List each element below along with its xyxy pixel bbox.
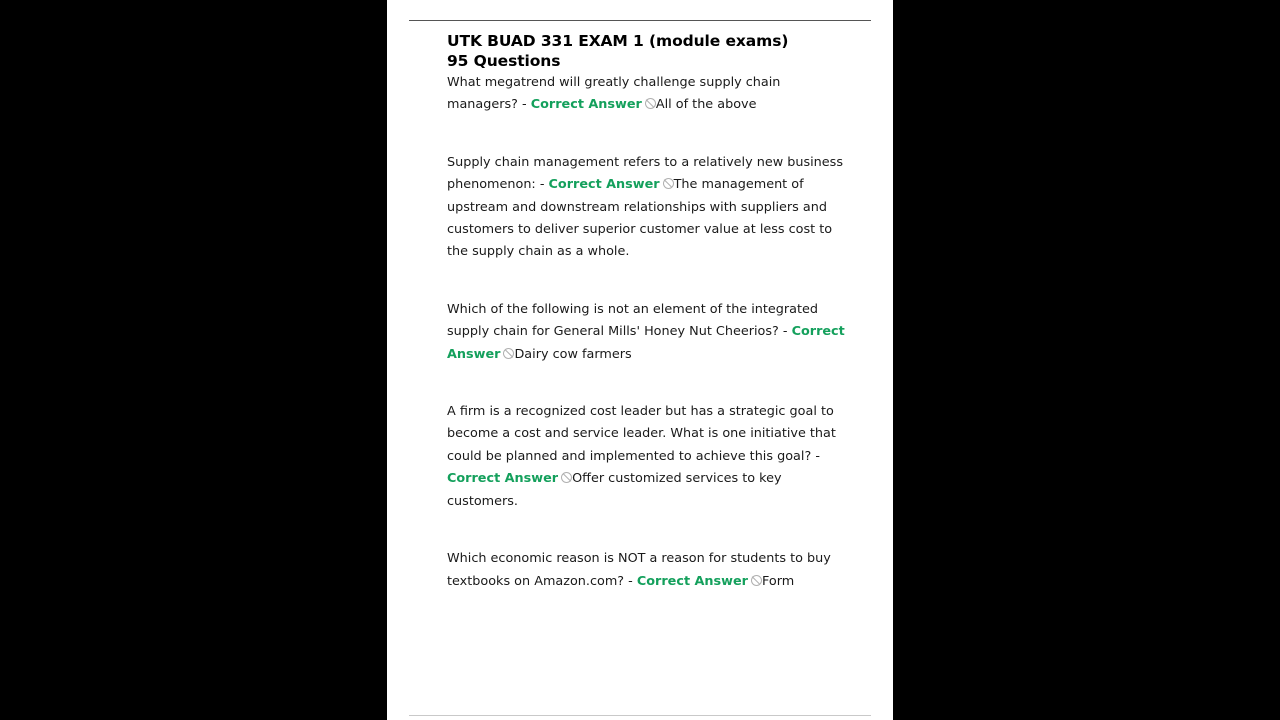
correct-answer-label: Correct Answer (548, 177, 660, 193)
question-text: Which of the following is not an element of the integrated supply chain for General Mills' Honey Nut Cheerios? (447, 301, 819, 340)
question-text: Which economic reason is NOT a reason for students to buy textbooks on Amazon.com? (447, 551, 831, 589)
document-page (387, 0, 893, 720)
circle-slash-icon (663, 178, 674, 189)
correct-answer-label: Correct Answer (636, 573, 748, 589)
document-content (447, 31, 847, 593)
question-answer-item (447, 548, 847, 593)
circle-slash-icon (561, 472, 572, 483)
answer-text: Offer customized services to key customers. (447, 471, 782, 509)
question-answer-separator: - (624, 573, 637, 589)
question-answer-separator: - (535, 177, 549, 193)
question-answer-item (447, 299, 847, 366)
correct-answer-label: Correct Answer (447, 324, 845, 362)
page-bottom-rule (409, 715, 871, 716)
question-text: A firm is a recognized cost leader but has a strategic goal to become a cost and service leader. What is one initiative that could be planned and implemented to achieve this goal? (447, 404, 836, 464)
answer-text: The management of upstream and downstream relationships with suppliers and customers to deliver superior customer value at less cost to the supply chain as a whole. (447, 177, 833, 260)
question-answer-separator: - (811, 448, 820, 464)
question-answer-separator: - (517, 97, 531, 113)
document-title (447, 31, 847, 71)
question-answer-item (447, 152, 847, 264)
answer-text: Form (761, 573, 795, 589)
question-answer-item (447, 72, 847, 117)
document-title-line-2: 95 Questions (447, 52, 561, 70)
circle-slash-icon (751, 575, 762, 586)
circle-slash-icon (503, 348, 514, 359)
question-answer-item (447, 401, 847, 513)
question-answer-list (447, 72, 847, 593)
page-top-rule (409, 20, 871, 21)
question-text: What megatrend will greatly challenge supply chain managers? (447, 75, 781, 113)
correct-answer-label: Correct Answer (530, 97, 642, 113)
document-title-line-1: UTK BUAD 331 EXAM 1 (module exams) (447, 32, 789, 50)
question-answer-separator: - (778, 324, 792, 340)
answer-text: All of the above (655, 97, 757, 113)
question-text: Supply chain management refers to a relatively new business phenomenon: (447, 154, 843, 193)
circle-slash-icon (645, 98, 656, 109)
answer-text: Dairy cow farmers (514, 346, 632, 362)
correct-answer-label: Correct Answer (447, 471, 559, 487)
